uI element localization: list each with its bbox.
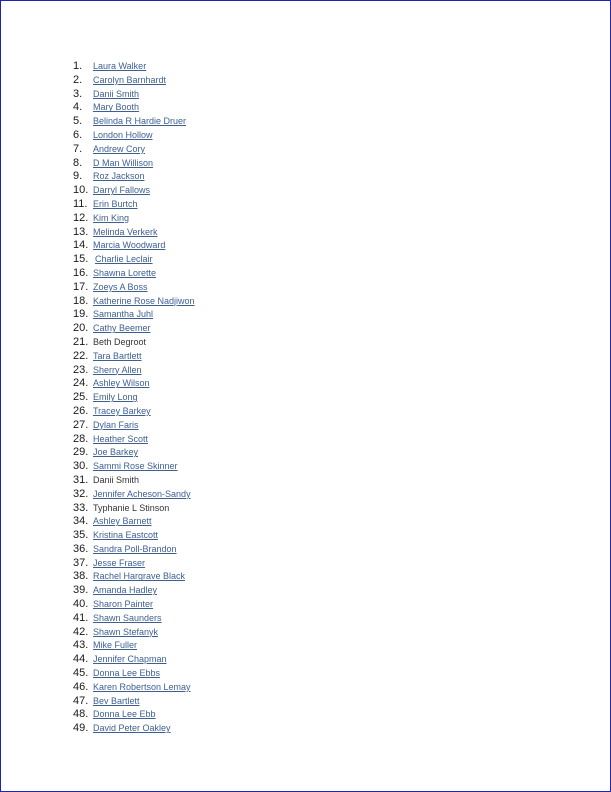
list-item	[73, 348, 195, 362]
list-item-number: 29.	[73, 446, 89, 459]
name-link[interactable]: Mary Booth	[93, 102, 140, 113]
list-item	[73, 113, 195, 127]
list-item-number: 34.	[73, 515, 89, 528]
list-item	[73, 706, 195, 720]
list-item	[73, 155, 195, 169]
name-link[interactable]: Shawn Stefanyk	[93, 626, 159, 637]
name-link[interactable]: Dylan Faris	[93, 419, 139, 430]
name-link[interactable]: Joe Barkey	[93, 447, 139, 458]
list-item	[73, 417, 195, 431]
list-item-number: 3.	[73, 87, 83, 100]
list-item	[73, 306, 195, 320]
list-item	[73, 679, 195, 693]
list-item-number: 6.	[73, 128, 83, 141]
list-item	[73, 486, 195, 500]
list-item	[73, 555, 195, 569]
name-link[interactable]: Jennifer Chapman	[93, 654, 167, 665]
name-link[interactable]: Sandra Poll-Brandon	[93, 543, 177, 554]
list-item	[73, 320, 195, 334]
name-link[interactable]: Tracey Barkey	[93, 405, 151, 416]
list-item-number: 14.	[73, 239, 89, 252]
list-item	[73, 265, 195, 279]
list-item-number: 45.	[73, 667, 89, 680]
list-item	[73, 500, 195, 514]
list-item	[73, 182, 195, 196]
name-link[interactable]: Belinda R Hardie Druer	[93, 116, 187, 127]
name-link[interactable]: David Peter Oakley	[93, 723, 171, 734]
list-item	[73, 458, 195, 472]
name-link[interactable]: Carolyn Barnhardt	[93, 74, 167, 85]
list-item	[73, 334, 195, 348]
name-link[interactable]: Donna Lee Ebbs	[93, 668, 161, 679]
list-item-number: 42.	[73, 625, 89, 638]
list-item-number: 21.	[73, 335, 89, 348]
list-item-number: 10.	[73, 184, 89, 197]
list-item-number: 9.	[73, 170, 83, 183]
name-link[interactable]: London Hollow	[93, 129, 153, 140]
list-item-number: 12.	[73, 211, 89, 224]
list-item-number: 31.	[73, 473, 89, 486]
list-item-number: 27.	[73, 418, 89, 431]
names-list	[73, 58, 195, 734]
list-item-number: 16.	[73, 266, 89, 279]
name-link[interactable]: Karen Robertson Lemay	[93, 681, 191, 692]
name-link[interactable]: Melinda Verkerk	[93, 226, 158, 237]
name-link[interactable]: Andrew Cory	[93, 143, 146, 154]
list-item-number: 4.	[73, 101, 83, 114]
name-link[interactable]: Erin Burtch	[93, 198, 138, 209]
list-item-number: 11.	[73, 197, 88, 210]
list-item	[73, 403, 195, 417]
list-item-number: 15.	[73, 253, 89, 266]
list-item-number: 33.	[73, 501, 89, 514]
list-item-number: 8.	[73, 156, 83, 169]
name-link[interactable]: Ashley Barnett	[93, 516, 152, 527]
list-item-number: 38.	[73, 570, 89, 583]
name-link[interactable]: Shawn Saunders	[93, 612, 162, 623]
list-item	[73, 720, 195, 734]
list-item	[73, 168, 195, 182]
name-text: Typhanie L Stinson	[93, 502, 170, 513]
list-item	[73, 651, 195, 665]
list-item-number: 28.	[73, 432, 89, 445]
list-item	[73, 582, 195, 596]
list-item	[73, 141, 195, 155]
list-item	[73, 444, 195, 458]
list-item-number: 39.	[73, 584, 89, 597]
list-item-number: 30.	[73, 460, 89, 473]
list-item	[73, 527, 195, 541]
name-link[interactable]: Sherry Allen	[93, 364, 142, 375]
list-item-number: 37.	[73, 556, 89, 569]
list-item-number: 17.	[73, 280, 89, 293]
list-item-number: 47.	[73, 694, 89, 707]
name-link[interactable]: Kristina Eastcott	[93, 530, 159, 541]
name-link[interactable]: Rachel Hargrave Black	[93, 571, 186, 582]
list-item	[73, 472, 195, 486]
list-item	[73, 389, 195, 403]
name-link[interactable]: Ashley Wilson	[93, 378, 150, 389]
name-link[interactable]: Amanda Hadley	[93, 585, 158, 596]
list-item-number: 25.	[73, 391, 89, 404]
list-item-number: 49.	[73, 722, 89, 735]
list-item	[73, 72, 195, 86]
list-item-number: 2.	[73, 73, 83, 86]
list-item	[73, 431, 195, 445]
list-item	[73, 224, 195, 238]
name-link[interactable]: Emily Long	[93, 392, 138, 403]
list-item	[73, 596, 195, 610]
list-item-number: 20.	[73, 322, 89, 335]
list-item	[73, 362, 195, 376]
list-item-number: 44.	[73, 653, 89, 666]
name-link[interactable]: Charlie Leclair	[95, 254, 153, 265]
name-link[interactable]: Katherine Rose Nadjiwon	[93, 295, 195, 306]
list-item	[73, 127, 195, 141]
list-item-number: 48.	[73, 708, 89, 721]
list-item	[73, 86, 195, 100]
list-item	[73, 375, 195, 389]
list-item	[73, 513, 195, 527]
list-item-number: 1.	[73, 60, 83, 72]
name-link[interactable]: Samantha Juhl	[93, 309, 154, 320]
name-link[interactable]: Jennifer Acheson-Sandy	[93, 488, 191, 499]
list-item	[73, 624, 195, 638]
name-link[interactable]: Sharon Painter	[93, 599, 154, 610]
list-item-number: 5.	[73, 115, 83, 128]
list-item	[73, 99, 195, 113]
name-text: Beth Degroot	[93, 336, 147, 347]
list-item-number: 18.	[73, 294, 89, 307]
name-link[interactable]: Tara Bartlett	[93, 350, 142, 361]
name-link[interactable]: Cathy Beemer	[93, 323, 151, 334]
list-item-number: 22.	[73, 349, 89, 362]
list-item	[73, 58, 195, 72]
list-item-number: 7.	[73, 142, 83, 155]
name-link[interactable]: Sammi Rose Skinner	[93, 461, 178, 472]
list-item	[73, 279, 195, 293]
list-item-number: 35.	[73, 529, 89, 542]
list-item-number: 26.	[73, 404, 89, 417]
list-item	[73, 251, 195, 265]
list-item-number: 41.	[73, 611, 89, 624]
list-item-number: 43.	[73, 639, 89, 652]
name-link[interactable]: Donna Lee Ebb	[93, 709, 156, 720]
list-item-number: 36.	[73, 542, 89, 555]
name-link[interactable]: Bev Bartlett	[93, 695, 140, 706]
list-item	[73, 693, 195, 707]
list-item	[73, 568, 195, 582]
name-text: Danii Smith	[93, 474, 140, 485]
name-link[interactable]: Heather Scott	[93, 433, 149, 444]
list-item-number: 23.	[73, 363, 89, 376]
list-item	[73, 541, 195, 555]
list-item-number: 32.	[73, 487, 89, 500]
list-item-number: 24.	[73, 377, 89, 390]
name-link[interactable]: Danii Smith	[93, 88, 140, 99]
name-link[interactable]: Mike Fuller	[93, 640, 138, 651]
name-link[interactable]: Darryl Fallows	[93, 185, 151, 196]
list-item	[73, 665, 195, 679]
name-link[interactable]: Jesse Fraser	[93, 557, 146, 568]
list-item	[73, 610, 195, 624]
name-link[interactable]: Zoeys A Boss	[93, 281, 148, 292]
list-item-number: 13.	[73, 225, 89, 238]
list-item	[73, 196, 195, 210]
name-link[interactable]: Roz Jackson	[93, 171, 145, 182]
list-item	[73, 237, 195, 251]
name-link[interactable]: Shawna Lorette	[93, 267, 157, 278]
list-item	[73, 637, 195, 651]
list-item-number: 40.	[73, 598, 89, 611]
list-item	[73, 210, 195, 224]
name-link[interactable]: Laura Walker	[93, 61, 147, 71]
name-link[interactable]: Marcia Woodward	[93, 240, 166, 251]
list-item	[73, 293, 195, 307]
list-item-number: 46.	[73, 680, 89, 693]
name-link[interactable]: D Man Willison	[93, 157, 154, 168]
list-item-number: 19.	[73, 308, 89, 321]
name-link[interactable]: Kim King	[93, 212, 130, 223]
